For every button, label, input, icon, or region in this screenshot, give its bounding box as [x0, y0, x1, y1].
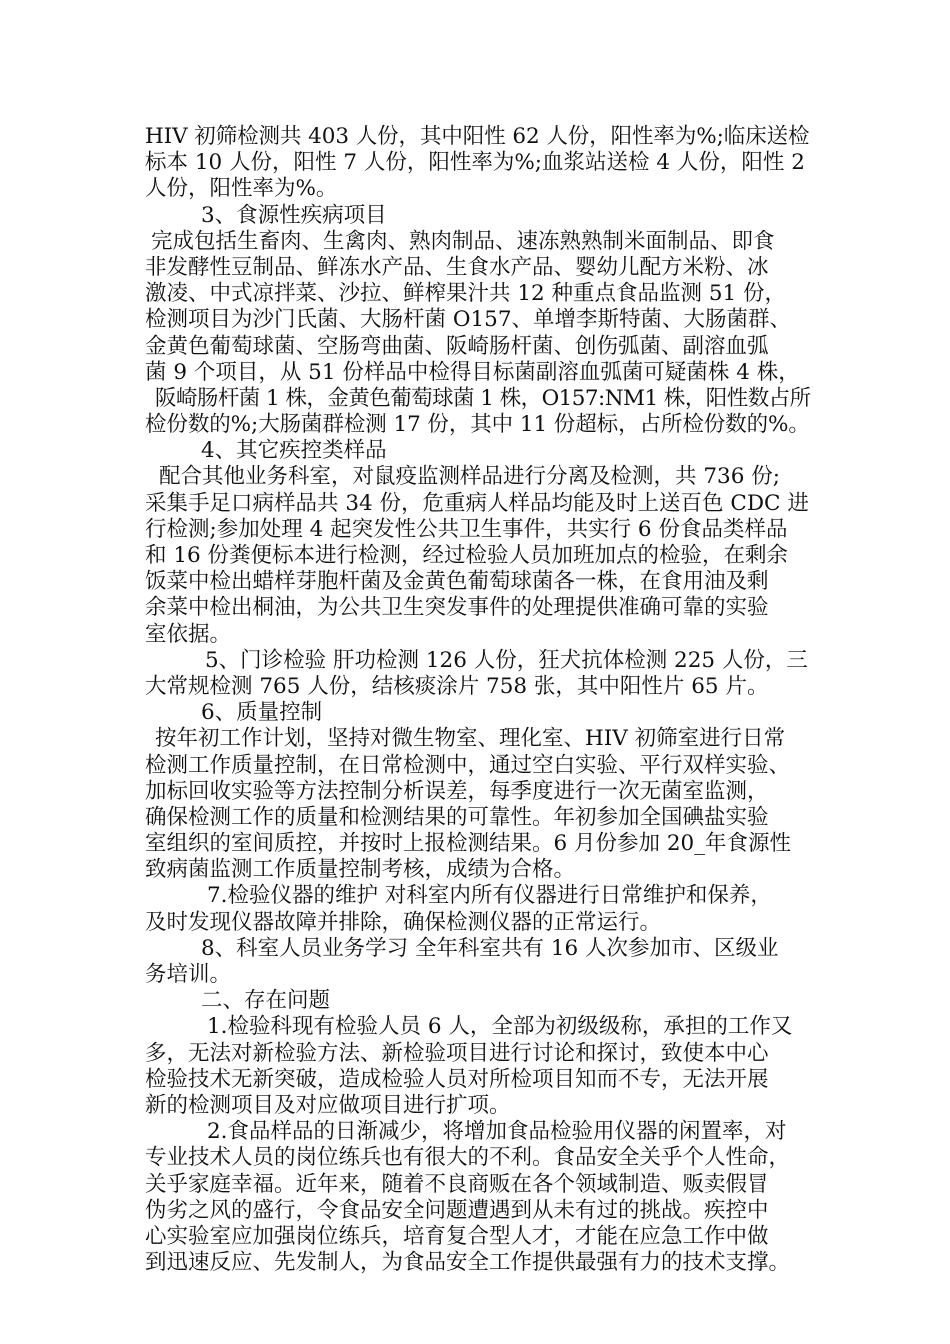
text-line: 致病菌监测工作质量控制考核，成绩为合格。: [145, 857, 576, 883]
text-line: 2.食品样品的日渐减少，将增加食品检验用仪器的闲置率，对: [207, 1119, 787, 1145]
text-line: 6、质量控制: [201, 700, 323, 726]
text-line: 检份数的%;大肠菌群检测 17 份，其中 11 份超标，占所检份数的%。: [145, 412, 810, 438]
text-line: 大常规检测 765 人份，结核痰涂片 758 张，其中阳性片 65 片。: [145, 673, 769, 699]
text-line: 1.检验科现有检验人员 6 人，全部为初级级称，承担的工作又: [207, 1014, 793, 1040]
text-line: 和 16 份粪便标本进行检测，经过检验人员加班加点的检验，在剩余: [145, 543, 789, 568]
text-line: 关乎家庭幸福。近年来，随着不良商贩在各个领域制造、贩卖假冒: [145, 1171, 769, 1197]
text-line: 确保检测工作的质量和检测结果的可靠性。年初参加全国碘盐实验: [145, 804, 769, 830]
document-body: [145, 124, 810, 1276]
text-line: 到迅速反应、先发制人，为食品安全工作提供最强有力的技术支撑。: [145, 1250, 791, 1276]
text-line: 非发酵性豆制品、鲜冻水产品、生食水产品、婴幼儿配方米粉、冰: [145, 254, 769, 280]
text-line: 行检测;参加处理 4 起突发性公共卫生事件，共实行 6 份食品类样品: [145, 516, 788, 542]
text-line: 二、存在问题: [201, 988, 331, 1014]
text-line: 伪劣之风的盛行，令食品安全问题遭遇到从未有过的挑战。疾控中: [145, 1197, 769, 1223]
text-line: 饭菜中检出蜡样芽胞杆菌及金黄色葡萄球菌各一株，在食用油及剩: [145, 569, 769, 595]
text-line: 按年初工作计划，坚持对微生物室、理化室、HIV 初筛室进行日常: [155, 726, 786, 752]
text-line: 7.检验仪器的维护 对科室内所有仪器进行日常维护和保养，: [207, 883, 772, 909]
text-line: 检验技术无新突破，造成检验人员对所检项目知而不专，无法开展: [145, 1066, 769, 1092]
text-line: 及时发现仪器故障并排除，确保检测仪器的正常运行。: [145, 909, 662, 935]
text-line: 标本 10 人份，阳性 7 人份，阳性率为%;血浆站送检 4 人份，阳性 2: [145, 150, 805, 176]
text-line: 心实验室应加强岗位练兵，培育复合型人才，才能在应急工作中做: [145, 1223, 769, 1249]
text-line: 金黄色葡萄球菌、空肠弯曲菌、阪崎肠杆菌、创伤弧菌、副溶血弧: [145, 333, 769, 359]
text-line: 检测项目为沙门氏菌、大肠杆菌 O157、单增李斯特菌、大肠菌群、: [145, 307, 792, 333]
text-line: 多，无法对新检验方法、新检验项目进行讨论和探讨，致使本中心: [145, 1040, 769, 1066]
text-line: 3、食源性疾病项目: [201, 202, 387, 228]
text-line: 5、门诊检验 肝功检测 126 人份，狂犬抗体检测 225 人份，三: [205, 647, 808, 673]
text-line: 8、科室人员业务学习 全年科室共有 16 人次参加市、区级业: [201, 935, 779, 961]
text-line: 4、其它疾控类样品: [201, 438, 387, 464]
text-line: 完成包括生畜肉、生禽肉、熟肉制品、速冻熟熟制米面制品、即食: [151, 228, 775, 254]
text-line: 加标回收实验等方法控制分析误差，每季度进行一次无菌室监测，: [145, 778, 769, 804]
text-line: 激凌、中式凉拌菜、沙拉、鲜榨果汁共 12 种重点食品监测 51 份，: [145, 281, 787, 307]
text-line: 专业技术人员的岗位练兵也有很大的不利。食品安全关乎个人性命，: [145, 1145, 791, 1171]
text-line: 务培训。: [145, 962, 232, 987]
text-line: 配合其他业务科室，对鼠疫监测样品进行分离及检测，共 736 份;: [159, 464, 780, 490]
text-line: 菌 9 个项目，从 51 份样品中检得目标菌副溶血弧菌可疑菌株 4 株，: [145, 359, 800, 385]
text-line: 新的检测项目及对应做项目进行扩项。: [145, 1092, 511, 1118]
text-line: 室组织的室间质控，并按时上报检测结果。6 月份参加 20_年食源性: [145, 831, 791, 857]
text-line: 检测工作质量控制，在日常检测中，通过空白实验、平行双样实验、: [145, 752, 791, 778]
text-line: 采集手足口病样品共 34 份，危重病人样品均能及时上送百色 CDC 进: [145, 490, 809, 516]
text-line: HIV 初筛检测共 403 人份，其中阳性 62 人份，阳性率为%;临床送检: [145, 124, 810, 149]
text-line: 阪崎肠杆菌 1 株，金黄色葡萄球菌 1 株，O157:NM1 株，阳性数占所: [155, 385, 811, 411]
text-line: 室依据。: [145, 621, 232, 647]
text-line: 人份，阳性率为%。: [145, 176, 338, 202]
text-line: 余菜中检出桐油，为公共卫生突发事件的处理提供准确可靠的实验: [145, 595, 769, 621]
